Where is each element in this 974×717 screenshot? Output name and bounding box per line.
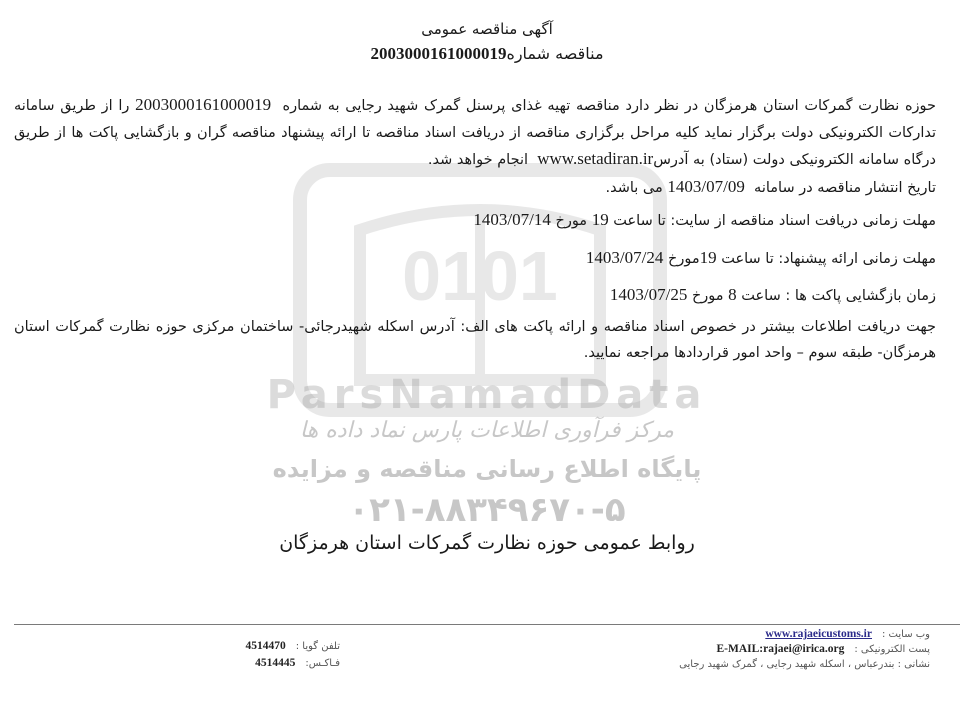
publish-date: 1403/07/09	[667, 176, 745, 196]
opening-date: 1403/07/25	[609, 285, 688, 304]
footer-phones: تلفن گویا :4514470 فـاکـس:4514445	[245, 640, 340, 669]
footer-phone: 4514470	[245, 640, 286, 652]
tender-number: 2003000161000019	[370, 44, 507, 63]
info-paragraph: جهت دریافت اطلاعات بیشتر در خصوص اسناد مناقصه و ارائه پاکت های الف: آدرس اسکله شهیدرجائی- ساختمان مرکزی حوزه نظارت گمرکات استان هرمزگان- طبقه سوم – واحد امور قراردادها مراجعه نمایید.	[14, 318, 936, 361]
watermark-line-1: مرکز فرآوری اطلاعات پارس نماد داده ها	[299, 418, 675, 443]
svg-text:0101: 0101	[402, 237, 558, 315]
signature: روابط عمومی حوزه نظارت گمرکات استان هرمزگان	[279, 532, 695, 554]
offer-deadline-line: مهلت زمانی ارائه پیشنهاد: تا ساعت 19مورخ 1403/07/24	[585, 247, 936, 267]
footer-divider	[14, 624, 960, 625]
notice-body	[14, 92, 936, 367]
watermark-brand: ParsNamadData	[266, 372, 708, 418]
publish-date-line: تاریخ انتشار مناقصه در سامانه 1403/07/09 می باشد.	[605, 176, 936, 196]
footer-email[interactable]: E-MAIL:rajaei@irica.org	[716, 643, 845, 655]
opening-time-line: زمان بازگشایی پاکت ها : ساعت 8 مورخ 1403/07/25	[609, 285, 936, 304]
tender-label: مناقصه شماره	[506, 44, 604, 63]
tender-number-inline: 2003000161000019	[135, 95, 272, 114]
notice-title: آگهی مناقصه عمومی	[421, 20, 553, 38]
footer-contact: وب سایت :www.rajaeicustoms.ir پست الکترونیکی :E-MAIL:rajaei@irica.org نشانی : بندرعباس ، اسکله شهید رجایی ، گمرک شهید رجایی	[520, 627, 930, 672]
paragraph-main: حوزه نظارت گمرکات استان هرمزگان در نظر دارد مناقصه تهیه غذای پرسنل گمرک شهید رجایی به شماره 2003000161000019 را از طریق سامانه تدارکات الکترونیکی دولت برگزار نماید کلیه مراحل برگزاری مناقصه از دریافت اسناد مناقصه تا ارائه پیشنهاد مناقصه گران و بازگشایی پاکت ها از طریق درگاه سامانه الکترونیکی دولت (ستاد) به آدرسwww.setadiran.ir انجام خواهد شد.	[14, 95, 937, 168]
setad-website-link[interactable]: www.setadiran.ir	[537, 149, 654, 168]
watermark-line-2: پایگاه اطلاع رسانی مناقصه و مزایده	[272, 455, 702, 483]
footer-address: نشانی : بندرعباس ، اسکله شهید رجایی ، گمرک شهید رجایی	[679, 659, 930, 670]
watermark-phone: ۰۲۱-۸۸۳۴۹۶۷۰-۵	[348, 490, 626, 530]
footer-website-link[interactable]: www.rajaeicustoms.ir	[765, 628, 872, 640]
docs-deadline-date: 1403/07/14	[473, 210, 551, 229]
tender-number-line	[0, 44, 974, 64]
offer-deadline-date: 1403/07/24	[585, 247, 664, 267]
footer-fax: 4514445	[255, 657, 296, 669]
docs-deadline-line: مهلت زمانی دریافت اسناد مناقصه از سایت: تا ساعت 19 مورخ 1403/07/14	[473, 210, 936, 229]
